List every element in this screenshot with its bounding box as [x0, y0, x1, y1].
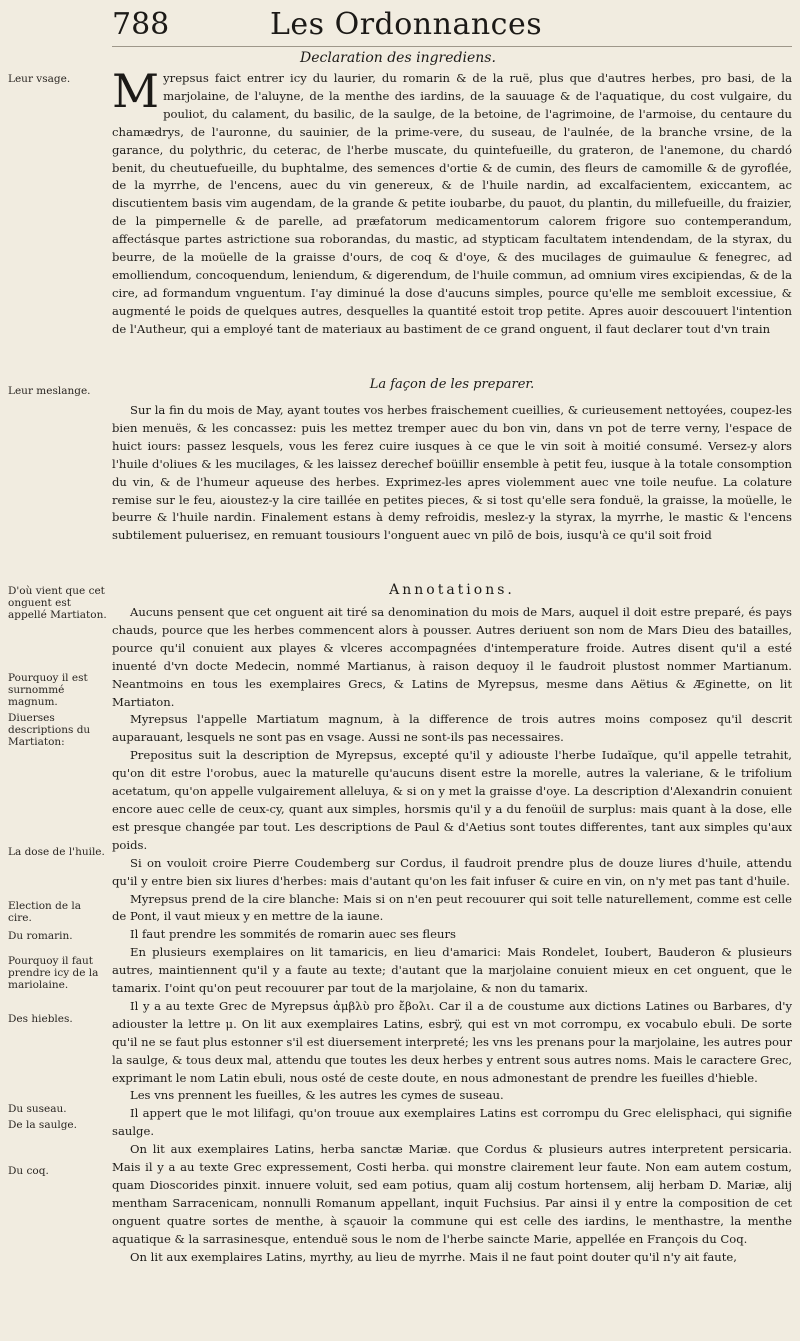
margin-note: Diuerses descriptions du Martiaton:: [8, 712, 91, 748]
annotations-heading: Annotations.: [389, 582, 515, 598]
margin-note: Pourquoy il est surnommé magnum.: [8, 672, 88, 708]
annotation-paragraph: Myrepsus prend de la cire blanche: Mais si on n'en peut recouurer qui soit telle naturellement, comme est celle de Pont, il vaut mieux y en mettre de la iaune.: [112, 891, 792, 924]
annotation-paragraph: Il y a au texte Grec de Myrepsus ἀμβλὺ pro ἔβολι. Car il a de coustume aux dictions Latines ou Barbares, d'y adiouster la lettre μ. On lit aux exemplaires Latins, esbrÿ, qui est vn mot corrompu, ex vocabulo ebuli. De sorte qu'il ne se faut plus estonner s'il est diuersement interpreté; les vns les prenans pour la marjolaine, les autres pour la saulge, & tous deux mal, attendu que toutes les deux herbes y entrent sous autres noms. Mais le caractere Grec, exprimant le nom Latin ebuli, nous osté de ceste doute, en nous admonestant de prendre les fueilles d'hieble.: [112, 998, 792, 1085]
preparation-text: Sur la fin du mois de May, ayant toutes vos herbes fraischement cueillies, & curieusement nettoyées, coupez-les bien menuës, & les concassez: puis les mettez tremper auec du bon vin, dans vn pot de terre verny, l'espace de huict iours: passez lesquels, vous les ferez cuire iusques à ce que le vin soit à moitié consumé. Versez-y alors l'huile d'oliues & les mucilages, & les laissez derechef boüillir ensemble à petit feu, iusque à la totale consomption du vin, & de l'humeur aqueuse des herbes. Exprimez-les apres violemment auec vne toile neufue. La colature remise sur le feu, aioustez-y la cire taillée en petites pieces, & si tost qu'elle sera fonduë, la graisse, la moüelle, le beurre & l'huile nardin. Finalement estans à demy refroidis, meslez-y la styrax, la myrrhe, le mastic & l'encens subtilement puluerisez, en remuant tousiours l'onguent auec vn pilō de bois, iusqu'à ce qu'il soit froid: [112, 403, 792, 543]
annotation-paragraph: Prepositus suit la description de Myrepsus, excepté qu'il y adiouste l'herbe Iudaïque, qu'il appelle tetrahit, qu'on dit estre l'orobus, auec la maturelle qu'aucuns disent estre la morelle, autres la valeriane, & le trifolium acetatum, qu'on appelle vulgairement alleluya, & si on y met la graisse d'oye. La description d'Alexandrin conuient encore auec celle de ceux-cy, quant aux simples, horsmis qu'il y a du fenoüil de surplus: mais quant à la dose, elle est presque changée par tout. Les descriptions de Paul & d'Aetius sont toutes differentes, tant aux simples qu'aux poids.: [112, 748, 792, 852]
annotation-paragraph: Il appert que le mot lilifagi, qu'on trouue aux exemplaires Latins est corrompu du Grec elelisphaci, qui signifie saulge.: [112, 1106, 792, 1139]
annotation-paragraph: On lit aux exemplaires Latins, herba sanctæ Mariæ. que Cordus & plusieurs autres interpretent persicaria. Mais il y a au texte Grec expressement, Costi herba. qui monstre clairement leur faute. Non eam autem costum, quam Dioscorides pinxit. innuere voluit, sed eam potius, quam alij costum hortensem, alij herbam D. Mariæ, alij mentham Sarracenicam, nonnulli Romanum appellant, inquit Fuchsius. Par ainsi il y entre la composition de cet onguent quatre sortes de menthe, à sçauoir la commune qui est celle des iardins, le menthastre, la menthe aquatique & la sarrasinesque, entenduë sous le nom de l'herbe saincte Marie, appellée en François du Coq.: [112, 1142, 792, 1246]
annotation-paragraph: On lit aux exemplaires Latins, myrthy, au lieu de myrrhe. Mais il ne faut point douter qu'il n'y ait faute,: [130, 1249, 737, 1264]
annotation-paragraph: Aucuns pensent que cet onguent ait tiré sa denomination du mois de Mars, auquel il doit estre preparé, és pays chauds, pource que les herbes commencent alors à pousser. Autres deriuent son nom de Mars Dieu des batailles, pource qu'il conuient aux playes & vlceres accompagnées d'intemperature froide. Autres disent qu'il a esté inuenté d'vn docte Medecin, nommé Martianus, à raison dequoy il le faudroit plustost nommer Martianum. Neantmoins en tous les exemplaires Grecs, & Latins de Myrepsus, mesme dans Aëtius & Æginette, on lit Martiaton.: [112, 605, 792, 709]
annotation-paragraph: Myrepsus l'appelle Martiatum magnum, à la difference de trois autres moins composez qu'il descrit auparauant, lesquels ne sont pas en vsage. Aussi ne sont-ils pas necessaires.: [112, 712, 792, 745]
dropcap: M: [112, 64, 160, 118]
margin-note: Pourquoy il faut prendre icy de la mariolaine.: [8, 955, 99, 991]
ingredients-paragraph: [112, 64, 792, 339]
margin-note: Leur vsage.: [8, 73, 71, 85]
margin-note: La dose de l'huile.: [8, 846, 105, 858]
margin-note: D'où vient que cet onguent est appellé Martiaton.: [8, 585, 107, 621]
page-header: [112, 6, 792, 44]
margin-note: De la saulge.: [8, 1119, 77, 1131]
annotation-paragraph: En plusieurs exemplaires on lit tamaricis, en lieu d'amarici: Mais Rondelet, Ioubert, Bauderon & plusieurs autres, maintiennent qu'il y a faute au texte; d'autant que la marjolaine conuient mieux en cet onguent, que le tamarix. I'oint qu'on peut recouurer par tout de la marjolaine, & non du tamarix.: [112, 945, 792, 996]
running-title: Les Ordonnances: [270, 7, 543, 42]
margin-note: Du suseau.: [8, 1103, 67, 1115]
margin-note: Du coq.: [8, 1165, 49, 1177]
header-rule: [112, 46, 792, 47]
margin-note: Leur meslange.: [8, 385, 91, 397]
section-subtitle: Declaration des ingrediens.: [300, 50, 496, 66]
annotation-paragraph: Si on vouloit croire Pierre Coudemberg sur Cordus, il faudroit prendre plus de douze liures d'huile, attendu qu'il y entre bien six liures d'herbes: mais d'autant qu'on les fait infuser & cuire en vin, on n'y met pas tant d'huile.: [112, 855, 792, 888]
margin-note: Election de la cire.: [8, 900, 82, 924]
annotation-paragraph: Les vns prennent les fueilles, & les autres les cymes de suseau.: [130, 1088, 504, 1103]
annotation-paragraph: Il faut prendre les sommités de romarin auec ses fleurs: [130, 927, 456, 942]
annotations-body: [112, 604, 792, 1267]
margin-note: Des hiebles.: [8, 1013, 73, 1025]
margin-note: Du romarin.: [8, 930, 73, 942]
preparation-heading: La façon de les preparer.: [369, 377, 535, 392]
ingredients-text: yrepsus faict entrer icy du laurier, du romarin & de la ruë, plus que d'autres herbes, pro basi, de la marjolaine, de l'aluyne, de la menthe des iardins, de la sauuage & de l'aquatique, du cost vulgaire, du pouliot, du calament, du basilic, de la saulge, de la betoine, de l'agrimoine, de l'armoise, du centaure du chamædrys, de l'auronne, du sauinier, de la prime-vere, du suseau, de l'aulnée, de la branche vrsine, de la garance, du polythric, du ceterac, de l'herbe muscate, du quintefueille, du grateron, de l'anemone, du chardó benit, du cheutuefueille, du buphtalme, des semences d'ortie & de cumin, des fleurs de camomille & de gyroflée, de la myrrhe, de l'encens, auec du vin genereux, & de l'huile nardin, ad excalfacientem, exiccantem, ac discutientem basis vim augendam, de la grande & petite ioubarbe, du pauot, du plantin, du millefueille, du fraizier, de la pimpernelle & de parelle, ad præfatorum medicamentorum calorem frigore suo contemperandum, affectásque partes astrictione sua roborandas, du mastic, ad stypticam facultatem intendendam, de la styrax, du beurre, de la moüelle de la graisse d'ours, de coq & d'oye, & des mucilages de guimaulue & fenegrec, ad emolliendum, concoquendum, leniendum, & digerendum, de l'huile commun, ad omnium vires excipiendas, & de la cire, ad formandum vnguentum. I'ay diminué la dose d'aucuns simples, pource qu'elle me sembloit excessiue, & augmenté le poids de quelques autres, desquelles la quantité estoit trop petite. Apres auoir descouuert l'intention de l'Autheur, qui a employé tant de materiaux au bastiment de ce grand onguent, il faut declarer tout d'vn train: [112, 71, 792, 336]
preparation-paragraph: [112, 402, 792, 545]
page-number: 788: [112, 7, 170, 42]
